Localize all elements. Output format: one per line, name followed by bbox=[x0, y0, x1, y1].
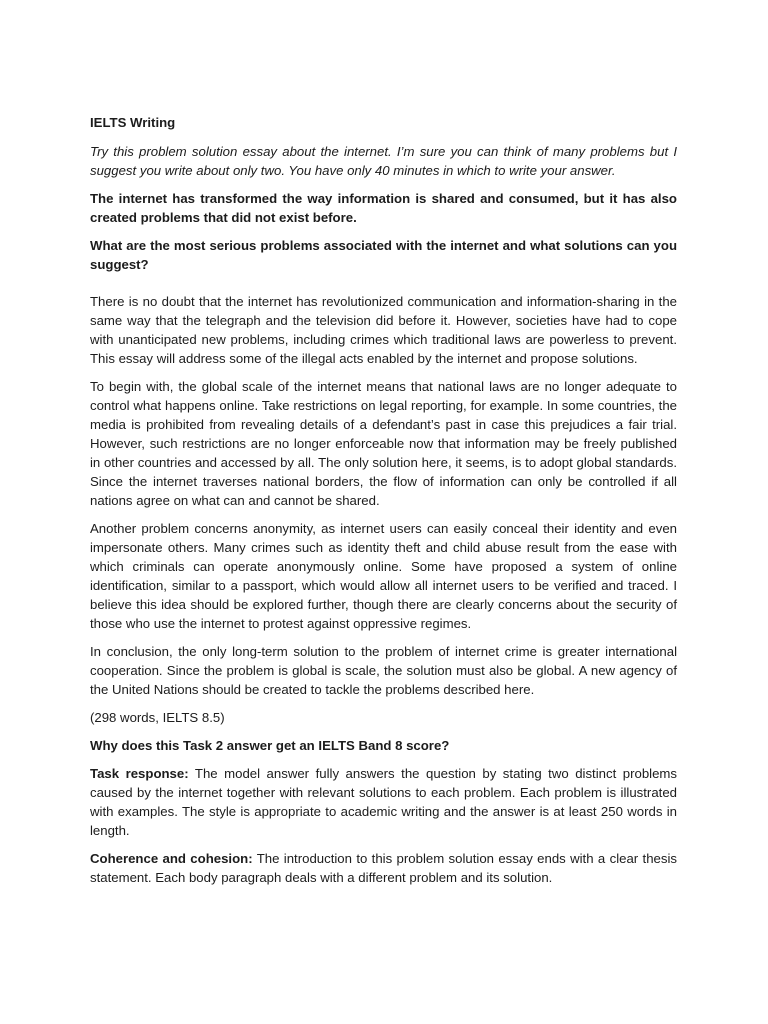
document-page bbox=[90, 113, 677, 896]
criterion-label: Task response: bbox=[90, 766, 189, 781]
essay-prompt-statement: The internet has transformed the way information is shared and consumed, but it has also created problems that did not exist before. bbox=[90, 191, 677, 225]
essay-introduction: There is no doubt that the internet has revolutionized communication and information-sharing in the same way that the telegraph and the television did before it. However, societies have had to cope with unanticipated new problems, including crimes which traditional laws are powerless to prevent. This essay will address some of the illegal acts enabled by the internet and propose solutions. bbox=[90, 294, 677, 366]
essay-prompt-question: What are the most serious problems associated with the internet and what solutions can you suggest? bbox=[90, 238, 677, 272]
document-heading: IELTS Writing bbox=[90, 115, 176, 130]
analysis-heading: Why does this Task 2 answer get an IELTS Band 8 score? bbox=[90, 738, 450, 753]
essay-body-paragraph-2: Another problem concerns anonymity, as internet users can easily conceal their identity and even impersonate others. Many crimes such as identity theft and child abuse result from the ease with which criminals can operate anonymously online. Some have proposed a system of online identification, similar to a passport, which would allow all internet users to be verified and traced. I believe this idea should be explored further, though there are clearly concerns about the security of those who use the internet to protest against oppressive regimes. bbox=[90, 521, 677, 631]
criterion-text: The model answer fully answers the question by stating two distinct problems caused by the internet together with relevant solutions to each problem. Each problem is illustrated with examples. The style is appropriate to academic writing and the answer is at least 250 words in length. bbox=[90, 766, 677, 838]
criterion-label: Coherence and cohesion: bbox=[90, 851, 253, 866]
criterion-text: The introduction to this problem solution essay ends with a clear thesis statement. Each body paragraph deals with a different problem and its solution. bbox=[90, 851, 677, 885]
essay-body-paragraph-1: To begin with, the global scale of the internet means that national laws are no longer adequate to control what happens online. Take restrictions on legal reporting, for example. In some countries, the media is prohibited from revealing details of a defendant’s past in case this prejudices a fair trial. However, such restrictions are no longer enforceable now that information may be freely published in other countries and accessed by all. The only solution here, it seems, is to adopt global standards. Since the internet traverses national borders, the flow of information can only be controlled if all nations agree on what can and cannot be shared. bbox=[90, 379, 677, 508]
criterion-coherence-cohesion bbox=[90, 849, 677, 887]
task-instructions: Try this problem solution essay about the internet. I’m sure you can think of many problems but I suggest you write about only two. You have only 40 minutes in which to write your answer. bbox=[90, 144, 677, 178]
word-count: (298 words, IELTS 8.5) bbox=[90, 710, 225, 725]
criterion-task-response bbox=[90, 764, 677, 840]
essay-conclusion: In conclusion, the only long-term solution to the problem of internet crime is greater international cooperation. Since the problem is global is scale, the solution must also be global. A new agency of the United Nations should be created to tackle the problems described here. bbox=[90, 644, 677, 697]
